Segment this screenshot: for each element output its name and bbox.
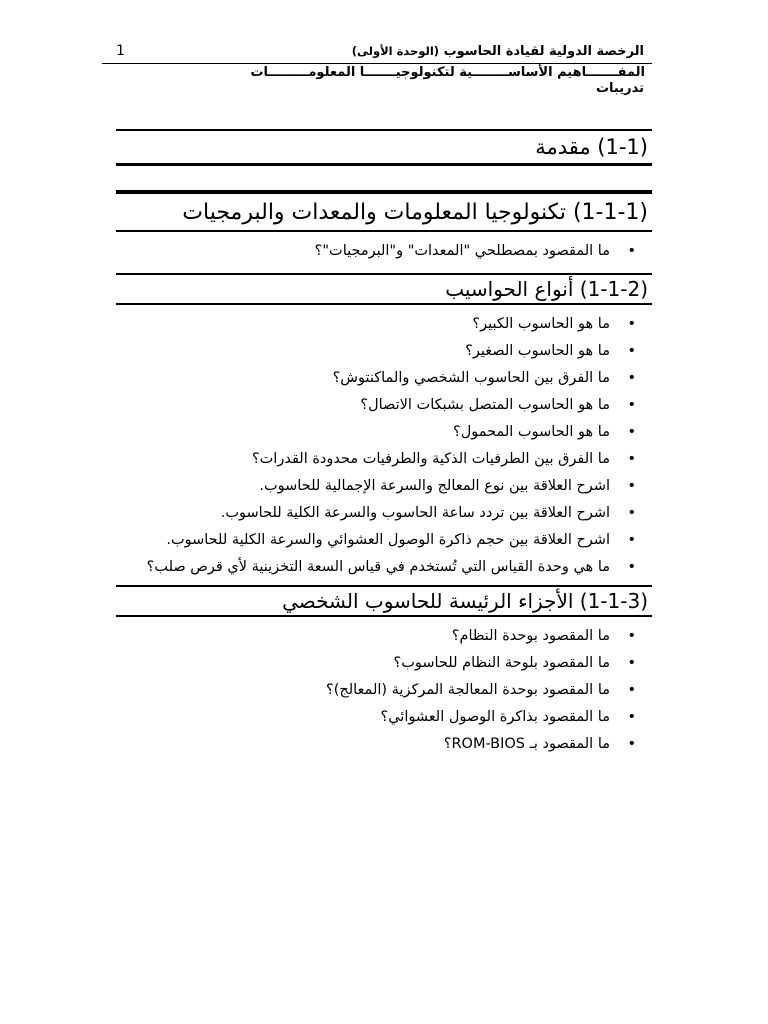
list-item: • اشرح العلاقة بين تردد ساعة الحاسوب والسرعة الكلية للحاسوب. (220, 505, 636, 521)
bullet-icon: • (627, 532, 636, 548)
list-item: • ما الفرق بين الحاسوب الشخصي والماكنتوش؟ (332, 370, 636, 386)
header-subtitle: المفـــــــاهيم الأساســــــــية لتكنولوجيـــــــا المعلومـــــــــات (250, 65, 645, 80)
bullet-icon: • (627, 682, 636, 698)
bullet-icon: • (627, 709, 636, 725)
list-item: • ما المقصود بوحدة المعالجة المركزية (المعالج)؟ (326, 682, 636, 698)
bullet-icon: • (627, 655, 636, 671)
bullet-icon: • (627, 343, 636, 359)
bullet-icon: • (627, 424, 636, 440)
list-item: • ما المقصود بلوحة النظام للحاسوب؟ (393, 655, 636, 671)
bullet-icon: • (627, 397, 636, 413)
section-spacer (116, 165, 652, 192)
list-item: • ما هو الحاسوب الكبير؟ (472, 316, 636, 332)
list-item: • ما المقصود بـ ROM-BIOS؟ (443, 736, 636, 752)
header-exercises-label: تدريبات (595, 81, 644, 96)
header-divider (102, 63, 652, 64)
header-title-main: الرخصة الدولية لقيادة الحاسوب (443, 44, 644, 59)
section-heading-intro: (1-1) مقدمة (116, 129, 652, 165)
list-item: • ما هي وحدة القياس التي تُستخدم في قياس السعة التخزينية لأي قرص صلب؟ (146, 559, 636, 575)
list-item: • اشرح العلاقة بين حجم ذاكرة الوصول العشوائي والسرعة الكلية للحاسوب. (166, 532, 636, 548)
list-item: • ما هو الحاسوب المحمول؟ (453, 424, 636, 440)
list-item: • ما المقصود بمصطلحي "المعدات" و"البرمجيات"؟ (314, 243, 636, 259)
bullet-icon: • (627, 316, 636, 332)
list-item: • ما المقصود بذاكرة الوصول العشوائي؟ (380, 709, 636, 725)
bullet-icon: • (627, 243, 636, 259)
question-list-1 (116, 242, 652, 260)
document-body (116, 129, 652, 762)
bullet-icon: • (627, 628, 636, 644)
bullet-icon: • (627, 370, 636, 386)
list-item: • اشرح العلاقة بين نوع المعالج والسرعة الإجمالية للحاسوب. (259, 478, 636, 494)
list-item: • ما الفرق بين الطرفيات الذكية والطرفيات محدودة القدرات؟ (251, 451, 636, 467)
list-item: • ما هو الحاسوب المتصل بشبكات الاتصال؟ (360, 397, 636, 413)
question-list-3 (116, 627, 652, 753)
bullet-icon: • (627, 505, 636, 521)
page-number: 1 (116, 43, 125, 59)
list-item: • ما المقصود بوحدة النظام؟ (451, 628, 636, 644)
section-heading-pc-main-parts: (1-1-3) الأجزاء الرئيسة للحاسوب الشخصي (116, 585, 652, 617)
document-header-title (352, 44, 644, 59)
section-heading-it-hardware-software: (1-1-1) تكنولوجيا المعلومات والمعدات والبرمجيات (116, 192, 652, 232)
question-list-2 (116, 315, 652, 576)
bullet-icon: • (627, 559, 636, 575)
bullet-icon: • (627, 451, 636, 467)
list-item: • ما هو الحاسوب الصغير؟ (465, 343, 636, 359)
section-heading-computer-types: (1-1-2) أنواع الحواسيب (116, 273, 652, 305)
bullet-icon: • (627, 736, 636, 752)
bullet-icon: • (627, 478, 636, 494)
header-title-unit: (الوحدة الأولى) (351, 44, 440, 58)
